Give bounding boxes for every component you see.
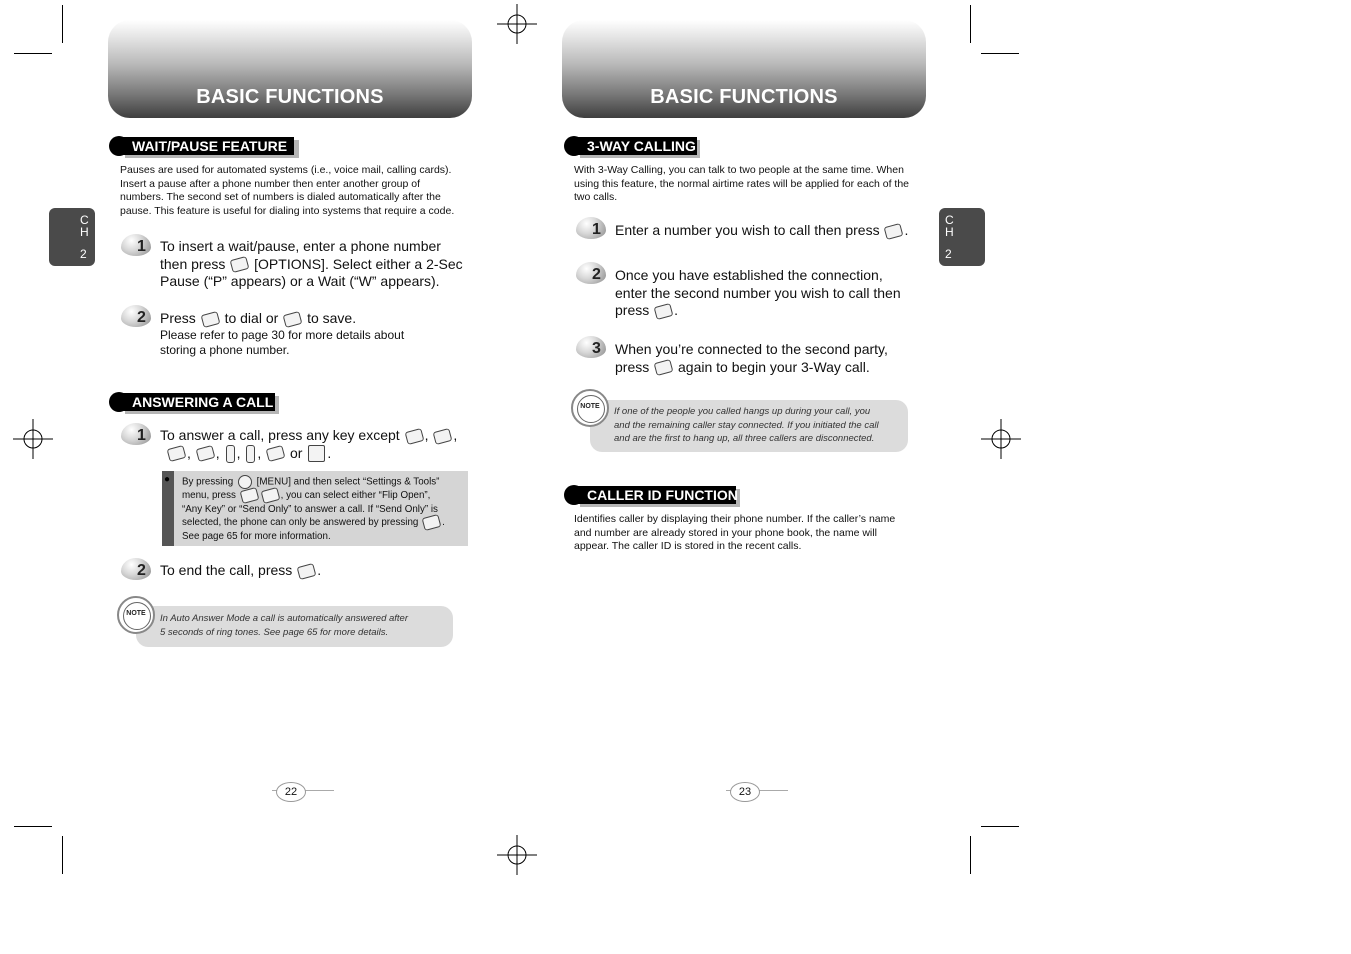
note-icon: NOTE [571, 389, 609, 427]
send-key-icon [654, 359, 674, 376]
crop-mark [981, 53, 1019, 54]
send-key-icon [200, 311, 220, 328]
send-key-icon [422, 514, 442, 531]
3-way-step-2: Once you have established the connection, enter the second number you wish to call then press . [615, 267, 901, 318]
page-number: 23 [730, 782, 760, 802]
end-key-icon [297, 563, 317, 580]
page-title: BASIC FUNCTIONS [650, 86, 838, 108]
page-number: 22 [276, 782, 306, 802]
soft-key-icon [283, 311, 303, 328]
clear-key-icon [195, 445, 215, 462]
send-key-icon [884, 223, 904, 240]
side-key-icon [226, 445, 235, 463]
caller-id-intro: Identifies caller by displaying their phone number. If the caller’s name and number are already stored in your phone book, the name will appear. The caller ID is stored in the recent calls. [574, 513, 896, 552]
soft-key-icon [167, 445, 187, 462]
step-number: 2 [121, 305, 155, 329]
chapter-tab: C H 2 [939, 208, 985, 266]
wait-pause-intro: Pauses are used for automated systems (i.e., voice mail, calling cards). Insert a pause after a phone number then enter another group of numbers. The second set of numbers is dialed automatically after the pause. This feature is useful for dialing into systems that require a code. [120, 164, 455, 217]
registration-mark-icon [13, 419, 53, 459]
note-box: In Auto Answer Mode a call is automatically answered after 5 seconds of ring tones. See page 65 for more details. [136, 606, 453, 647]
number-key-icon [260, 487, 280, 504]
soft-key-icon [230, 256, 250, 273]
camera-key-icon [266, 445, 286, 462]
step-number: 2 [576, 262, 610, 286]
crop-mark [14, 826, 52, 827]
step-number: 1 [121, 234, 155, 258]
registration-mark-icon [497, 835, 537, 875]
3-way-intro: With 3-Way Calling, you can talk to two people at the same time. When using this feature, the normal airtime rates will be applied for each of the two calls. [574, 164, 910, 203]
wait-pause-step-1: To insert a wait/pause, enter a phone number then press [OPTIONS]. Select either a 2-Sec Pause (“P” appears) or a Wait (“W” appears). [160, 238, 463, 289]
registration-mark-icon [981, 419, 1021, 459]
chapter-tab: C H 2 [49, 208, 95, 266]
registration-mark-icon [497, 4, 537, 44]
wait-pause-step-2-detail: Please refer to page 30 for more details about storing a phone number. [160, 328, 405, 357]
step-number: 3 [576, 336, 610, 360]
wait-pause-step-2: Press to dial or to save. [160, 310, 357, 326]
header-banner [562, 20, 926, 118]
crop-mark [981, 826, 1019, 827]
volume-key-icon [246, 445, 255, 463]
step-number: 1 [576, 217, 610, 241]
step-number: 2 [121, 558, 155, 582]
soft-key-icon [433, 428, 453, 445]
navigation-key-icon [308, 445, 325, 462]
number-key-icon [239, 487, 259, 504]
crop-mark [970, 836, 971, 874]
answering-step-1: To answer a call, press any key except , , , , , , or . [160, 427, 490, 463]
3-way-step-1: Enter a number you wish to call then press . [615, 222, 909, 238]
end-key-icon [404, 428, 424, 445]
note-box: If one of the people you called hangs up during your call, you and the remaining caller stay connected. If you initiated the call and are the first to hang up, all three callers are disconnected. [590, 400, 908, 452]
ok-key-icon [238, 475, 252, 489]
info-box: ● By pressing [MENU] and then select “Settings & Tools” menu, press , you can select either “Flip Open”, “Any Key” or “Send Only” to answer a call. If “Send Only” is selected, the phone can only be answered by pressing . See page 65 for more information. [162, 471, 468, 546]
header-banner [108, 20, 472, 118]
crop-mark [14, 53, 52, 54]
answering-step-2: To end the call, press . [160, 562, 322, 578]
page-title: BASIC FUNCTIONS [196, 86, 384, 108]
3-way-step-3: When you’re connected to the second party, press again to begin your 3-Way call. [615, 341, 888, 375]
crop-mark [62, 5, 63, 43]
send-key-icon [654, 303, 674, 320]
crop-mark [970, 5, 971, 43]
crop-mark [62, 836, 63, 874]
note-icon: NOTE [117, 596, 155, 634]
step-number: 1 [121, 423, 155, 447]
